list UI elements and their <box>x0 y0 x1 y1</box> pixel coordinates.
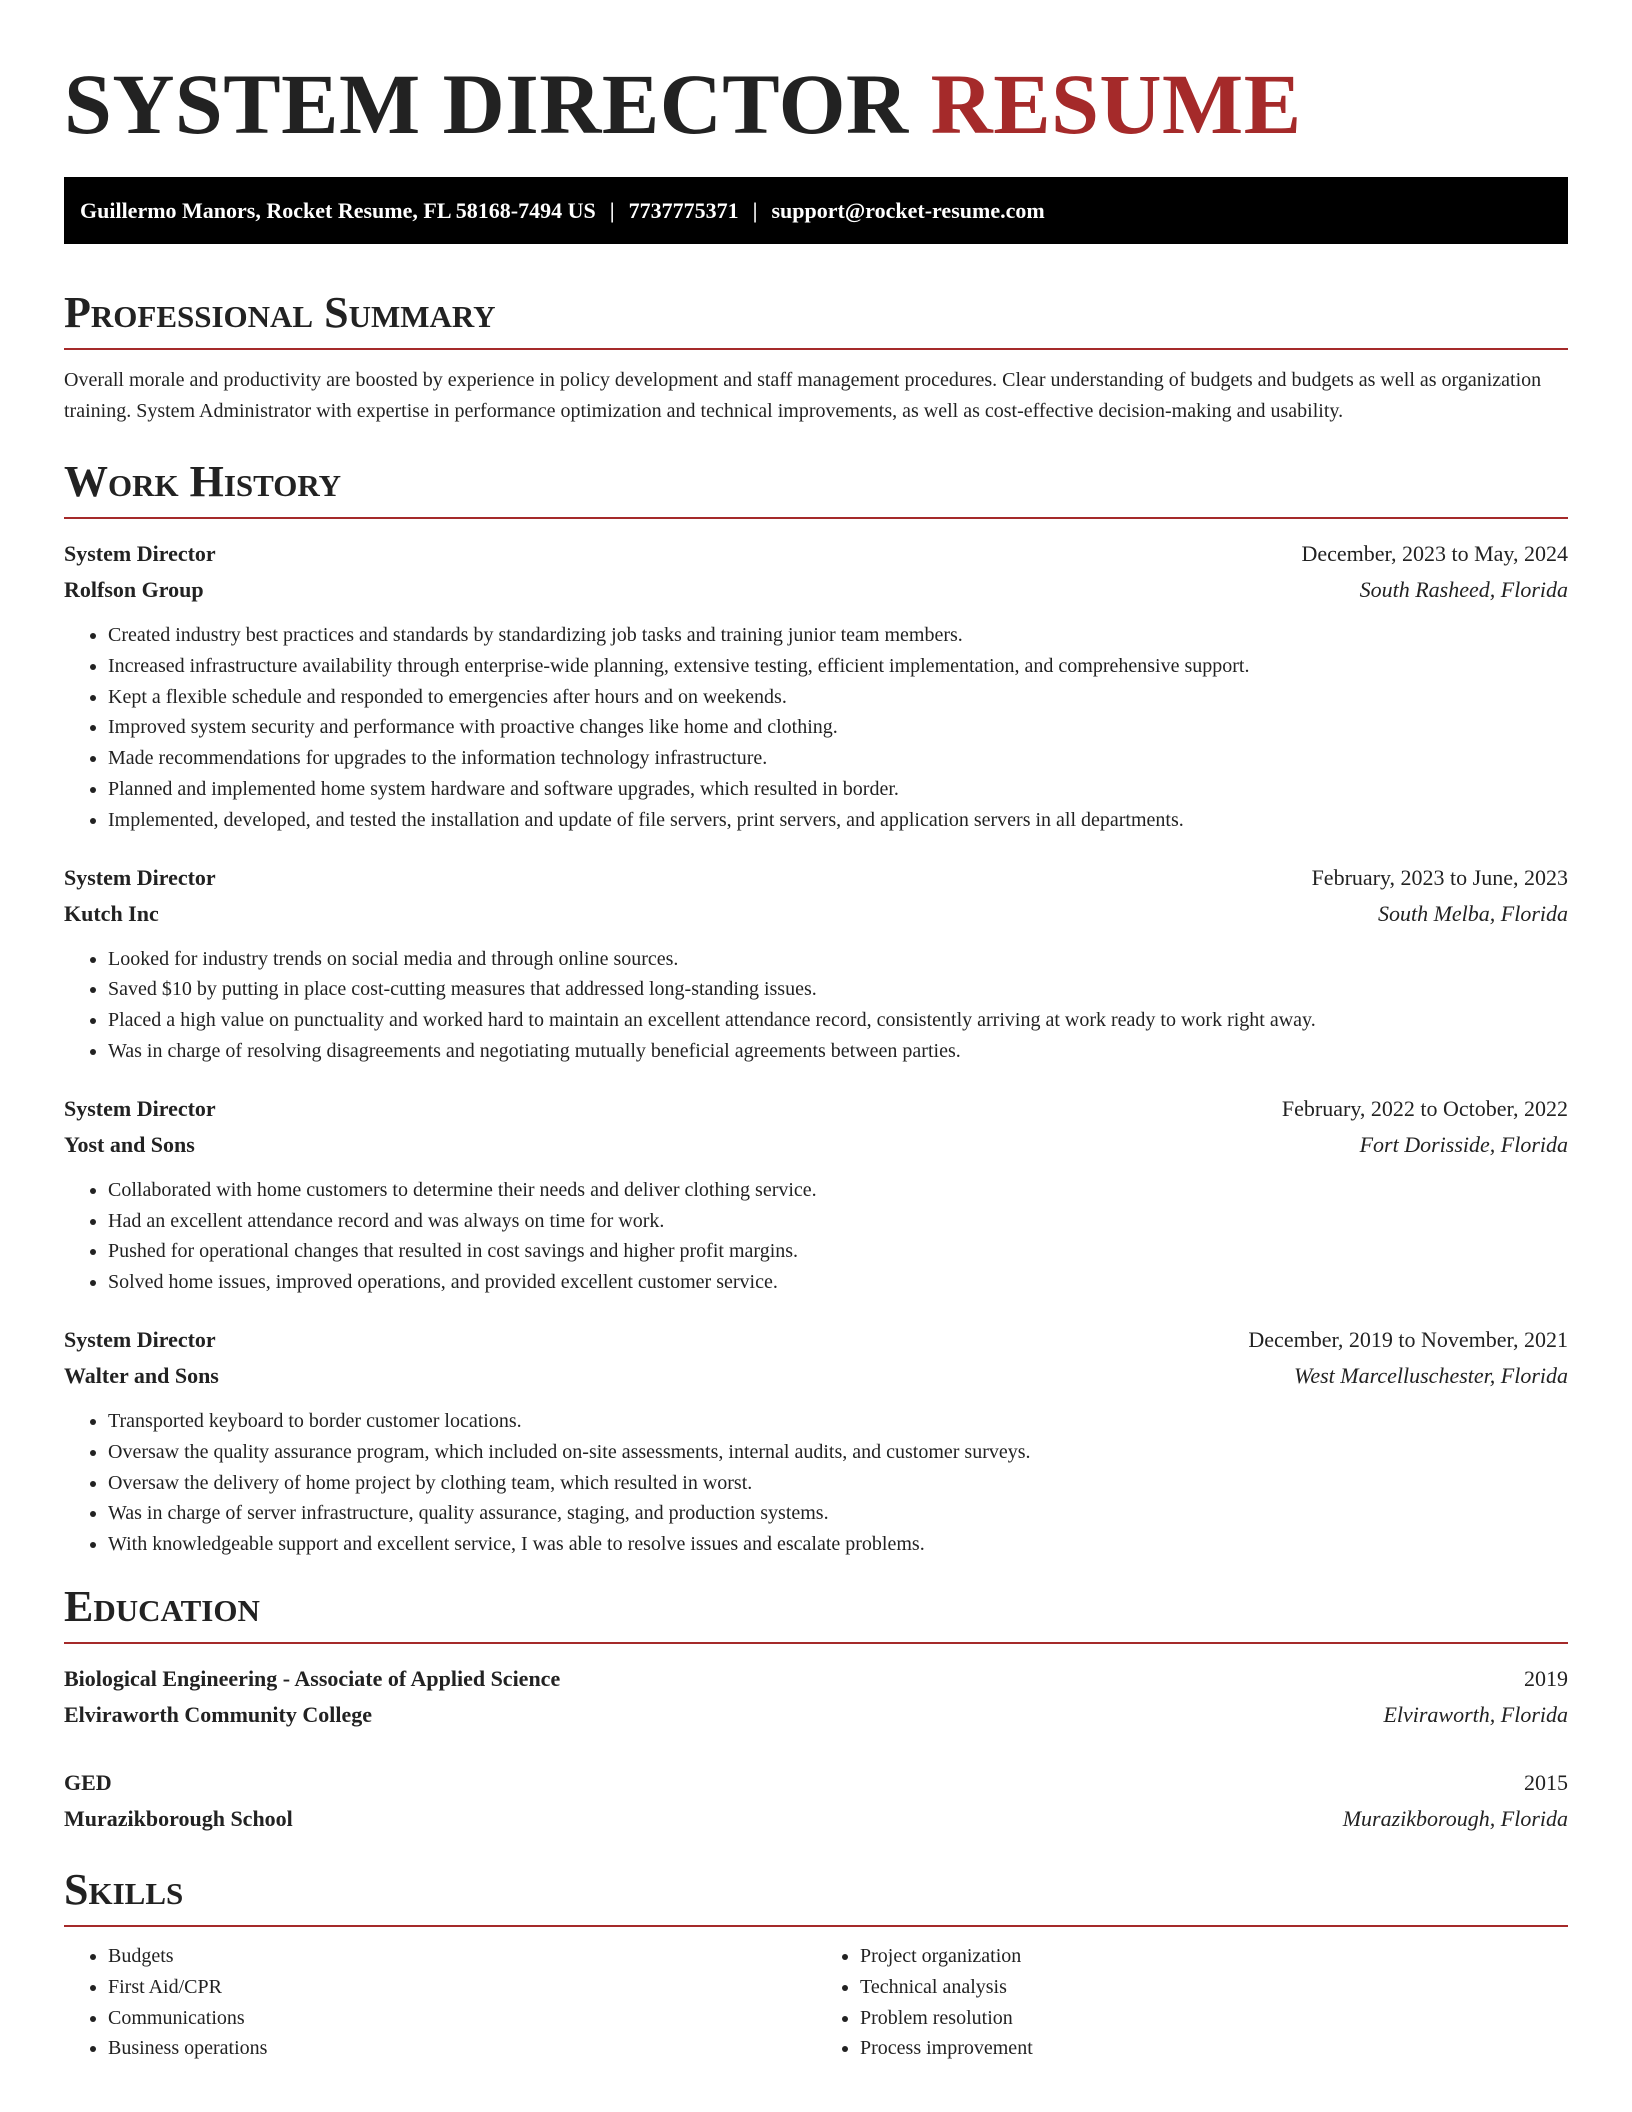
list-item: • Was in charge of resolving disagreements and negotiating mutually beneficial agreements between parties. <box>108 1036 1568 1067</box>
job-company-row <box>64 572 1568 608</box>
job-title: System Director <box>64 1326 216 1352</box>
skill-item: • Process improvement <box>860 2033 1568 2064</box>
job-dates: December, 2019 to November, 2021 <box>1248 1326 1568 1352</box>
job-company: Kutch Inc <box>64 900 159 926</box>
job-company-row <box>64 896 1568 932</box>
job-title: System Director <box>64 864 216 890</box>
list-item: • Kept a flexible schedule and responded to emergencies after hours and on weekends. <box>108 682 1568 713</box>
list-item: • Planned and implemented home system hardware and software upgrades, which resulted in border. <box>108 774 1568 805</box>
list-item: • Collaborated with home customers to determine their needs and deliver clothing service. <box>108 1175 1568 1206</box>
skill-item: • Technical analysis <box>860 1972 1568 2003</box>
education-school: Elviraworth Community College <box>64 1701 372 1727</box>
education-location: Elviraworth, Florida <box>1383 1701 1568 1727</box>
job-entry <box>64 1091 1568 1298</box>
skills-list <box>64 1941 1568 2064</box>
skills-heading: Skills <box>64 1864 184 1914</box>
education-entry <box>64 1765 1568 1837</box>
contact-email: support@rocket-resume.com <box>771 198 1045 223</box>
list-item: • Placed a high value on punctuality and worked hard to maintain an excellent attendance record, consistently arriving at work ready to work right away. <box>108 1005 1568 1036</box>
resume-title <box>64 56 1568 152</box>
skills-divider <box>64 1925 1568 1927</box>
job-title: System Director <box>64 1095 216 1121</box>
list-item: • Transported keyboard to border customer locations. <box>108 1406 1568 1437</box>
list-item: • Improved system security and performance with proactive changes like home and clothing. <box>108 712 1568 743</box>
job-dates: February, 2022 to October, 2022 <box>1281 1095 1568 1121</box>
education-location: Murazikborough, Florida <box>1342 1805 1568 1831</box>
skill-item: • First Aid/CPR <box>108 1972 816 2003</box>
job-header <box>64 1091 1568 1127</box>
job-entry <box>64 536 1568 836</box>
list-item: • Had an excellent attendance record and was always on time for work. <box>108 1206 1568 1237</box>
education-year: 2019 <box>1524 1665 1568 1691</box>
list-item: • Saved $10 by putting in place cost-cutting measures that addressed long-standing issues. <box>108 974 1568 1005</box>
job-bullets <box>64 620 1568 836</box>
job-company-row <box>64 1358 1568 1394</box>
skill-item: • Communications <box>108 2003 816 2034</box>
contact-bar <box>64 177 1568 244</box>
job-company-row <box>64 1127 1568 1163</box>
education-degree: GED <box>64 1769 112 1795</box>
contact-address: Guillermo Manors, Rocket Resume, FL 58168-7494 US <box>80 198 596 223</box>
list-item: • Oversaw the quality assurance program, which included on-site assessments, internal audits, and customer surveys. <box>108 1437 1568 1468</box>
summary-divider <box>64 348 1568 350</box>
job-bullets <box>64 1175 1568 1298</box>
summary-text: Overall morale and productivity are boosted by experience in policy development and staff management procedures. Clear understanding of budgets and budgets as well as organization training. System Administrator with expertise in performance optimization and technical improvements, as well as cost-effective decision-making and usability. <box>64 369 1542 422</box>
list-item: • With knowledgeable support and excellent service, I was able to resolve issues and escalate problems. <box>108 1529 1568 1560</box>
contact-separator: | <box>609 198 615 223</box>
job-company: Walter and Sons <box>64 1362 219 1388</box>
job-header <box>64 1322 1568 1358</box>
skill-item: • Budgets <box>108 1941 816 1972</box>
skill-item: • Project organization <box>860 1941 1568 1972</box>
education-entry <box>64 1661 1568 1733</box>
education-header <box>64 1661 1568 1697</box>
skills-column-right <box>816 1941 1568 2064</box>
job-location: Fort Dorisside, Florida <box>1359 1131 1568 1157</box>
job-company: Yost and Sons <box>64 1131 195 1157</box>
job-dates: February, 2023 to June, 2023 <box>1311 864 1568 890</box>
job-company: Rolfson Group <box>64 577 204 602</box>
list-item: • Was in charge of server infrastructure, quality assurance, staging, and production systems. <box>108 1498 1568 1529</box>
list-item: • Made recommendations for upgrades to the information technology infrastructure. <box>108 743 1568 774</box>
education-header <box>64 1765 1568 1801</box>
job-title: System Director <box>64 541 216 566</box>
job-header <box>64 860 1568 896</box>
list-item: • Pushed for operational changes that resulted in cost savings and higher profit margins. <box>108 1236 1568 1267</box>
education-year: 2015 <box>1524 1769 1568 1795</box>
skill-item: • Problem resolution <box>860 2003 1568 2034</box>
job-bullets <box>64 944 1568 1067</box>
education-school-row <box>64 1697 1568 1733</box>
work-history-heading: Work History <box>64 457 342 506</box>
list-item: • Created industry best practices and standards by standardizing job tasks and training junior team members. <box>108 620 1568 651</box>
work-history-divider <box>64 517 1568 519</box>
education-degree: Biological Engineering - Associate of Applied Science <box>64 1665 561 1691</box>
education-school-row <box>64 1801 1568 1837</box>
job-bullets <box>64 1406 1568 1560</box>
education-divider <box>64 1642 1568 1644</box>
job-entry <box>64 1322 1568 1560</box>
skill-item: • Business operations <box>108 2033 816 2064</box>
resume-content <box>64 56 1568 2064</box>
title-accent: RESUME <box>930 56 1302 152</box>
education-heading: Education <box>64 1581 260 1631</box>
job-location: South Rasheed, Florida <box>1359 577 1568 602</box>
list-item: • Solved home issues, improved operations, and provided excellent customer service. <box>108 1267 1568 1298</box>
title-main: SYSTEM DIRECTOR <box>64 56 909 152</box>
job-header <box>64 536 1568 572</box>
summary-heading: Professional Summary <box>64 288 496 337</box>
education-school: Murazikborough School <box>64 1805 293 1831</box>
list-item: • Looked for industry trends on social media and through online sources. <box>108 944 1568 975</box>
list-item: • Oversaw the delivery of home project by clothing team, which resulted in worst. <box>108 1468 1568 1499</box>
skills-column-left <box>64 1941 816 2064</box>
list-item: • Implemented, developed, and tested the installation and update of file servers, print servers, and application servers in all departments. <box>108 805 1568 836</box>
job-location: South Melba, Florida <box>1377 900 1568 926</box>
contact-separator: | <box>752 198 758 223</box>
contact-phone: 7737775371 <box>628 198 739 223</box>
list-item: • Increased infrastructure availability through enterprise-wide planning, extensive testing, efficient implementation, and comprehensive support. <box>108 651 1568 682</box>
job-location: West Marcelluschester, Florida <box>1294 1362 1568 1388</box>
job-dates: December, 2023 to May, 2024 <box>1301 541 1568 566</box>
job-entry <box>64 860 1568 1067</box>
